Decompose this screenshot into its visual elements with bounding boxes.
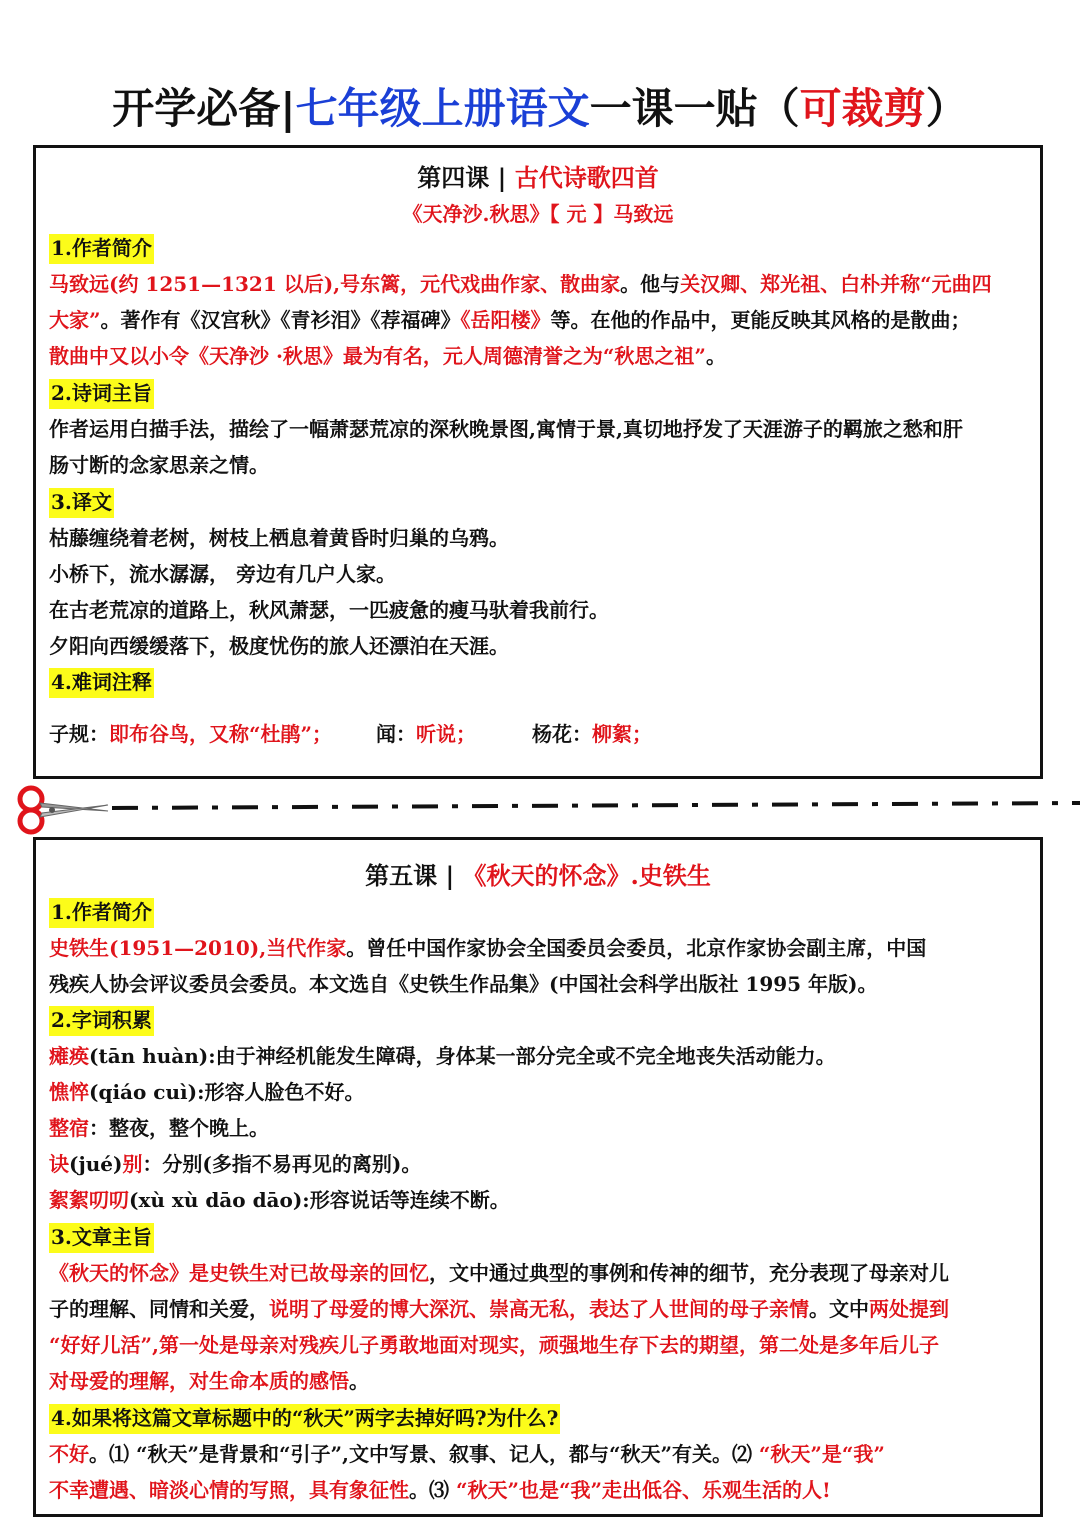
cut-line [0,785,1080,835]
author-line-2: 残疾人协会评议委员会委员。本文选自《史铁生作品集》(中国社会科学出版社 1995 年版)。 [49,972,878,996]
vocab-line: 子规：即布谷鸟，又称“杜鹃”； 闻：听说； 杨花：柳絮； [49,722,653,746]
lesson-4-subtitle: 《天净沙.秋思》【 元 】马致远 [402,202,674,226]
section-heading: 4.如果将这篇文章标题中的“秋天”两字去掉好吗?为什么? [49,1400,1030,1436]
theme-line-1: 《秋天的怀念》是史铁生对已故母亲的回忆，文中通过典型的事例和传神的细节，充分表现了母亲对儿 [49,1261,949,1285]
theme-line-2: 子的理解、同情和关爱，说明了母爱的博大深沉、崇高无私，表达了人世间的母子亲情。文中两处提到 [49,1297,949,1321]
section-heading: 2.诗词主旨 [49,375,1030,411]
word-line-2: 憔悴(qiáo cuì):形容人脸色不好。 [49,1080,365,1104]
theme-line-4: 对母爱的理解，对生命本质的感悟。 [49,1369,369,1393]
author-line-2: 大家”。著作有《汉宫秋》《青衫泪》《荐福碑》《岳阳楼》等。在他的作品中，更能反映其风格的是散曲； [49,308,971,332]
lesson-5-card [33,837,1043,1517]
theme-line-2: 肠寸断的念家思亲之情。 [49,453,269,477]
theme-line-3: “好好儿活”,第一处是母亲对残疾儿子勇敢地面对现实，顽强地生存下去的期望，第二处是多年后儿子 [49,1333,939,1357]
author-line-1: 马致远(约 1251—1321 以后),号东篱，元代戏曲作家、散曲家。他与关汉卿、郑光祖、白朴并称“元曲四 [49,272,992,296]
answer-line-2: 不幸遭遇、暗淡心情的写照，具有象征性。⑶ “秋天”也是“我”走出低谷、乐观生活的人! [49,1478,831,1502]
page-title: 开学必备|七年级上册语文一课一贴（可裁剪） [112,84,968,133]
section-heading: 1.作者简介 [49,230,1030,266]
lesson-4-card [33,145,1043,779]
word-line-4: 诀(jué)别：分别(多指不易再见的离别)。 [49,1152,422,1176]
author-line-3: 散曲中又以小令《天净沙 ·秋思》最为有名，元人周德清誉之为“秋思之祖”。 [49,344,726,368]
word-line-1: 瘫痪(tān huàn):由于神经机能发生障碍，身体某一部分完全或不完全地丧失活动能力。 [49,1044,836,1068]
scissors-icon [20,788,108,832]
section-heading: 1.作者简介 [49,894,1030,930]
section-heading: 3.译文 [49,484,1030,520]
word-line-5: 絮絮叨叨(xù xù dāo dāo):形容说话等连续不断。 [49,1188,510,1212]
translation-line-4: 夕阳向西缓缓落下，极度忧伤的旅人还漂泊在天涯。 [49,634,509,658]
section-heading: 2.字词积累 [49,1002,1030,1038]
lesson-4-heading: 第四课 | 古代诗歌四首 [417,163,659,192]
translation-line-3: 在古老荒凉的道路上，秋风萧瑟，一匹疲惫的瘦马驮着我前行。 [49,598,609,622]
translation-line-2: 小桥下，流水潺潺， 旁边有几户人家。 [49,562,396,586]
section-heading: 4.难词注释 [49,664,1030,700]
translation-line-1: 枯藤缠绕着老树，树枝上栖息着黄昏时归巢的乌鸦。 [49,526,509,550]
section-heading: 3.文章主旨 [49,1219,1030,1255]
theme-line-1: 作者运用白描手法，描绘了一幅萧瑟荒凉的深秋晚景图,寓情于景,真切地抒发了天涯游子的羁旅之愁和肝 [49,417,963,441]
lesson-5-heading: 第五课 | 《秋天的怀念》.史铁生 [365,861,711,890]
word-line-3: 整宿：整夜，整个晚上。 [49,1116,269,1140]
author-line-1: 史铁生(1951—2010),当代作家。曾任中国作家协会全国委员会委员，北京作家协会副主席，中国 [49,936,927,960]
answer-line-1: 不好。⑴ “秋天”是背景和“引子”,文中写景、叙事、记人，都与“秋天”有关。⑵ “秋天”是“我” [49,1442,885,1466]
